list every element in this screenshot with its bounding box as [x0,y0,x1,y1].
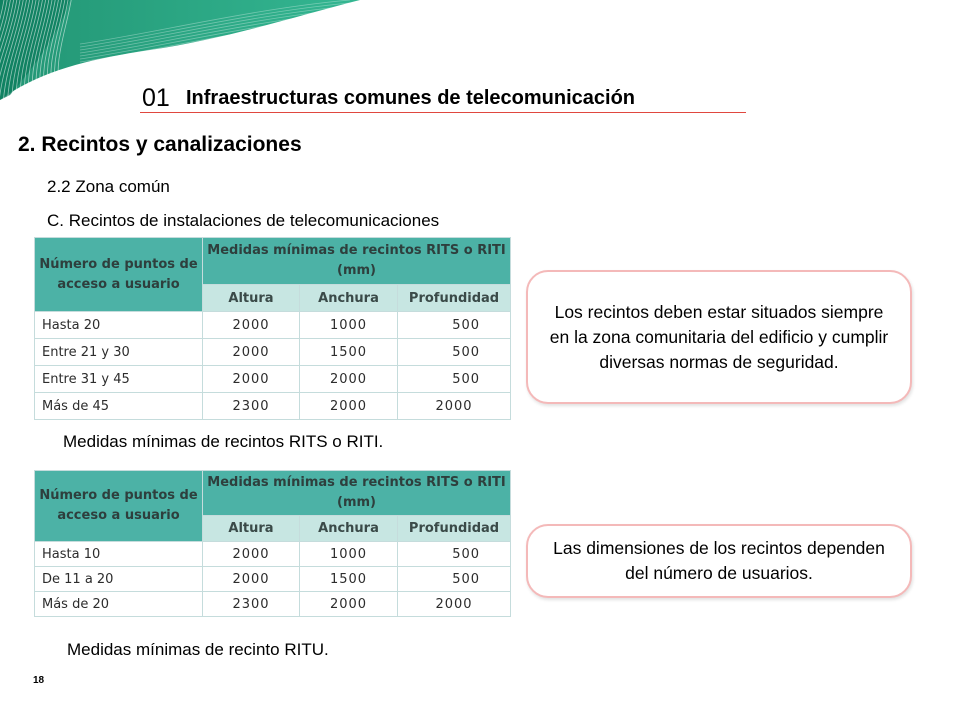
table-row [35,312,511,339]
cell-anchura: 1500 [300,567,398,592]
table-ritu [34,470,511,617]
table-rits-riti [34,237,511,420]
row-header-cell: Número de puntos de acceso a usuario [35,471,203,542]
group-header-cell: Medidas mínimas de recintos RITS o RITI (mm) [203,238,511,285]
cell-profundidad: 2000 [398,393,511,420]
row-label: Entre 21 y 30 [35,339,203,366]
table-row [35,542,511,567]
cell-altura: 2000 [203,567,300,592]
row-label: Entre 31 y 45 [35,366,203,393]
cell-profundidad: 2000 [398,592,511,617]
row-label: Hasta 10 [35,542,203,567]
cell-anchura: 2000 [300,592,398,617]
table-rits-riti-caption: Medidas mínimas de recintos RITS o RITI. [63,432,384,451]
row-label: Más de 20 [35,592,203,617]
column-header: Altura [203,516,300,542]
table-row [35,592,511,617]
row-label: Más de 45 [35,393,203,420]
callout-location-note [526,270,912,404]
cell-anchura: 1500 [300,339,398,366]
cell-profundidad: 500 [398,366,511,393]
callout-text: Las dimensiones de los recintos dependen del número de usuarios. [553,538,885,583]
group-header-cell: Medidas mínimas de recintos RITS o RITI (mm) [203,471,511,516]
page-number: 18 [33,675,45,686]
subsection-title: 2.2 Zona común [47,177,170,196]
cell-altura: 2300 [203,592,300,617]
cell-altura: 2300 [203,393,300,420]
table-row [35,567,511,592]
subsubsection-title: C. Recintos de instalaciones de telecomunicaciones [47,211,440,230]
cell-anchura: 1000 [300,312,398,339]
cell-anchura: 1000 [300,542,398,567]
column-header: Profundidad [398,516,511,542]
cell-profundidad: 500 [398,567,511,592]
table-row [35,366,511,393]
cell-altura: 2000 [203,366,300,393]
chapter-header [140,84,746,113]
cell-anchura: 2000 [300,393,398,420]
cell-profundidad: 500 [398,312,511,339]
cell-altura: 2000 [203,312,300,339]
cell-profundidad: 500 [398,542,511,567]
chapter-title: Infraestructuras comunes de telecomunicación [186,87,636,109]
row-label: Hasta 20 [35,312,203,339]
column-header: Anchura [300,516,398,542]
callout-text: Los recintos deben estar situados siempre en la zona comunitaria del edificio y cumplir diversas normas de seguridad. [549,301,889,372]
cell-altura: 2000 [203,339,300,366]
row-label: De 11 a 20 [35,567,203,592]
table-ritu-caption: Medidas mínimas de recinto RITU. [67,640,329,659]
column-header: Altura [203,285,300,312]
column-header: Profundidad [398,285,511,312]
cell-anchura: 2000 [300,366,398,393]
chapter-number: 01 [142,84,170,112]
callout-dimensions-note [526,524,912,598]
cell-altura: 2000 [203,542,300,567]
table-row [35,339,511,366]
row-header-cell: Número de puntos de acceso a usuario [35,238,203,312]
table-row [35,393,511,420]
column-header: Anchura [300,285,398,312]
section-title: 2. Recintos y canalizaciones [18,133,302,156]
cell-profundidad: 500 [398,339,511,366]
